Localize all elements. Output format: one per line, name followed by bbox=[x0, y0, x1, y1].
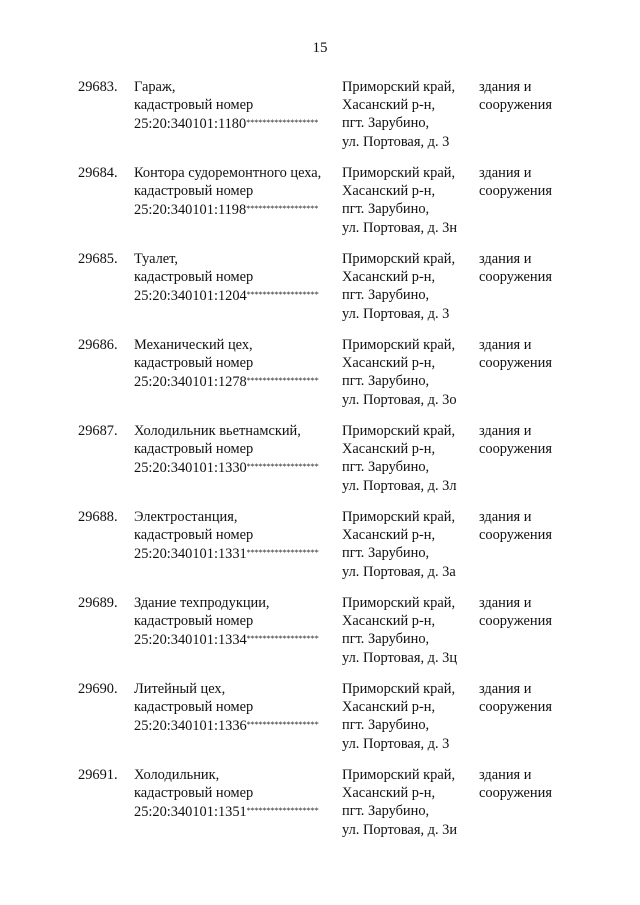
address-line: пгт. Зарубино, bbox=[342, 717, 430, 734]
entry-category bbox=[479, 336, 579, 372]
cadastral-number: 25:20:340101:1334 bbox=[134, 632, 247, 649]
object-name: Механический цех, bbox=[134, 337, 253, 353]
entry-category bbox=[479, 680, 579, 716]
address-line: Приморский край, bbox=[342, 251, 456, 267]
cadastral-label: кадастровый номер bbox=[134, 785, 254, 802]
redaction-mask: ****************** bbox=[246, 634, 319, 644]
registry-entry bbox=[78, 594, 578, 680]
entry-description bbox=[134, 336, 344, 392]
registry-entry bbox=[78, 336, 578, 422]
entry-category bbox=[479, 508, 579, 544]
category-line: здания и bbox=[479, 509, 532, 525]
cadastral-number-line bbox=[134, 458, 344, 477]
address-line: Хасанский р-н, bbox=[342, 97, 436, 114]
cadastral-number: 25:20:340101:1278 bbox=[134, 374, 247, 391]
cadastral-number-line bbox=[134, 372, 344, 391]
registry-entry bbox=[78, 78, 578, 164]
entry-category bbox=[479, 766, 579, 802]
object-name: Холодильник, bbox=[134, 767, 220, 783]
entry-description bbox=[134, 78, 344, 134]
redaction-mask: ****************** bbox=[246, 806, 319, 816]
entry-address bbox=[342, 250, 482, 323]
address-line: Хасанский р-н, bbox=[342, 699, 436, 716]
page-number: 15 bbox=[312, 40, 328, 56]
address-line: ул. Портовая, д. 3ц bbox=[342, 649, 458, 666]
redaction-mask: ****************** bbox=[246, 548, 319, 558]
cadastral-number-line bbox=[134, 200, 344, 219]
entry-number: 29686. bbox=[78, 337, 118, 353]
entry-number: 29684. bbox=[78, 165, 118, 181]
category-line: сооружения bbox=[479, 613, 552, 630]
category-line: сооружения bbox=[479, 269, 552, 286]
address-line: Приморский край, bbox=[342, 767, 456, 783]
cadastral-label: кадастровый номер bbox=[134, 183, 254, 200]
address-line: Приморский край, bbox=[342, 423, 456, 439]
cadastral-number-line bbox=[134, 286, 344, 305]
object-name: Здание техпродукции, bbox=[134, 595, 270, 611]
entry-number: 29685. bbox=[78, 251, 118, 267]
category-line: сооружения bbox=[479, 699, 552, 716]
address-line: Приморский край, bbox=[342, 337, 456, 353]
category-line: здания и bbox=[479, 767, 532, 783]
cadastral-number: 25:20:340101:1330 bbox=[134, 460, 247, 477]
registry-entries bbox=[78, 78, 578, 852]
cadastral-label: кадастровый номер bbox=[134, 269, 254, 286]
entry-description bbox=[134, 422, 344, 478]
cadastral-label: кадастровый номер bbox=[134, 97, 254, 114]
address-line: ул. Портовая, д. 3л bbox=[342, 477, 457, 494]
entry-category bbox=[479, 250, 579, 286]
address-line: пгт. Зарубино, bbox=[342, 545, 430, 562]
category-line: сооружения bbox=[479, 183, 552, 200]
address-line: Хасанский р-н, bbox=[342, 269, 436, 286]
registry-entry bbox=[78, 680, 578, 766]
address-line: пгт. Зарубино, bbox=[342, 373, 430, 390]
cadastral-label: кадастровый номер bbox=[134, 355, 254, 372]
entry-address bbox=[342, 594, 482, 667]
category-line: сооружения bbox=[479, 355, 552, 372]
object-name: Литейный цех, bbox=[134, 681, 226, 697]
cadastral-number-line bbox=[134, 716, 344, 735]
cadastral-number: 25:20:340101:1180 bbox=[134, 116, 247, 133]
address-line: пгт. Зарубино, bbox=[342, 803, 430, 820]
address-line: ул. Портовая, д. 3о bbox=[342, 391, 457, 408]
cadastral-label: кадастровый номер bbox=[134, 699, 254, 716]
entry-description bbox=[134, 594, 344, 650]
address-line: пгт. Зарубино, bbox=[342, 287, 430, 304]
address-line: Приморский край, bbox=[342, 509, 456, 525]
category-line: здания и bbox=[479, 423, 532, 439]
redaction-mask: ****************** bbox=[246, 204, 319, 214]
entry-category bbox=[479, 594, 579, 630]
address-line: Хасанский р-н, bbox=[342, 183, 436, 200]
entry-address bbox=[342, 336, 482, 409]
address-line: пгт. Зарубино, bbox=[342, 631, 430, 648]
category-line: здания и bbox=[479, 681, 532, 697]
entry-number: 29687. bbox=[78, 423, 118, 439]
address-line: Хасанский р-н, bbox=[342, 613, 436, 630]
entry-address bbox=[342, 766, 482, 839]
category-line: сооружения bbox=[479, 441, 552, 458]
object-name: Контора судоремонтного цеха, bbox=[134, 165, 322, 181]
category-line: здания и bbox=[479, 251, 532, 267]
category-line: здания и bbox=[479, 337, 532, 353]
address-line: Хасанский р-н, bbox=[342, 785, 436, 802]
entry-category bbox=[479, 164, 579, 200]
address-line: ул. Портовая, д. 3а bbox=[342, 563, 456, 580]
cadastral-number: 25:20:340101:1204 bbox=[134, 288, 247, 305]
address-line: пгт. Зарубино, bbox=[342, 201, 430, 218]
entry-number: 29683. bbox=[78, 79, 118, 95]
entry-number: 29689. bbox=[78, 595, 118, 611]
address-line: пгт. Зарубино, bbox=[342, 459, 430, 476]
redaction-mask: ****************** bbox=[246, 118, 319, 128]
registry-entry bbox=[78, 250, 578, 336]
entry-number: 29688. bbox=[78, 509, 118, 525]
category-line: сооружения bbox=[479, 527, 552, 544]
address-line: ул. Портовая, д. 3и bbox=[342, 821, 458, 838]
redaction-mask: ****************** bbox=[246, 720, 319, 730]
entry-description bbox=[134, 508, 344, 564]
object-name: Холодильник вьетнамский, bbox=[134, 423, 301, 439]
address-line: ул. Портовая, д. 3 bbox=[342, 305, 450, 322]
cadastral-number: 25:20:340101:1351 bbox=[134, 804, 247, 821]
address-line: Приморский край, bbox=[342, 681, 456, 697]
cadastral-number-line bbox=[134, 114, 344, 133]
registry-entry bbox=[78, 164, 578, 250]
category-line: сооружения bbox=[479, 785, 552, 802]
entry-address bbox=[342, 164, 482, 237]
registry-entry bbox=[78, 422, 578, 508]
cadastral-number-line bbox=[134, 544, 344, 563]
address-line: пгт. Зарубино, bbox=[342, 115, 430, 132]
address-line: ул. Портовая, д. 3н bbox=[342, 219, 458, 236]
entry-category bbox=[479, 78, 579, 114]
redaction-mask: ****************** bbox=[246, 462, 319, 472]
registry-entry bbox=[78, 766, 578, 852]
address-line: Хасанский р-н, bbox=[342, 441, 436, 458]
address-line: Приморский край, bbox=[342, 165, 456, 181]
address-line: Хасанский р-н, bbox=[342, 355, 436, 372]
entry-number: 29691. bbox=[78, 767, 118, 783]
redaction-mask: ****************** bbox=[246, 290, 319, 300]
registry-entry bbox=[78, 508, 578, 594]
object-name: Туалет, bbox=[134, 251, 178, 267]
address-line: Приморский край, bbox=[342, 79, 456, 95]
entry-description bbox=[134, 680, 344, 736]
object-name: Электростанция, bbox=[134, 509, 238, 525]
cadastral-number: 25:20:340101:1331 bbox=[134, 546, 247, 563]
cadastral-label: кадастровый номер bbox=[134, 527, 254, 544]
cadastral-number: 25:20:340101:1198 bbox=[134, 202, 247, 219]
cadastral-number-line bbox=[134, 802, 344, 821]
entry-category bbox=[479, 422, 579, 458]
redaction-mask: ****************** bbox=[246, 376, 319, 386]
entry-description bbox=[134, 250, 344, 306]
cadastral-label: кадастровый номер bbox=[134, 441, 254, 458]
entry-number: 29690. bbox=[78, 681, 118, 697]
cadastral-label: кадастровый номер bbox=[134, 613, 254, 630]
category-line: здания и bbox=[479, 595, 532, 611]
address-line: ул. Портовая, д. 3 bbox=[342, 133, 450, 150]
category-line: сооружения bbox=[479, 97, 552, 114]
entry-address bbox=[342, 78, 482, 151]
entry-address bbox=[342, 680, 482, 753]
address-line: Хасанский р-н, bbox=[342, 527, 436, 544]
cadastral-number: 25:20:340101:1336 bbox=[134, 718, 247, 735]
entry-description bbox=[134, 164, 344, 220]
category-line: здания и bbox=[479, 165, 532, 181]
entry-address bbox=[342, 508, 482, 581]
entry-address bbox=[342, 422, 482, 495]
object-name: Гараж, bbox=[134, 79, 176, 95]
entry-description bbox=[134, 766, 344, 822]
address-line: Приморский край, bbox=[342, 595, 456, 611]
cadastral-number-line bbox=[134, 630, 344, 649]
address-line: ул. Портовая, д. 3 bbox=[342, 735, 450, 752]
category-line: здания и bbox=[479, 79, 532, 95]
